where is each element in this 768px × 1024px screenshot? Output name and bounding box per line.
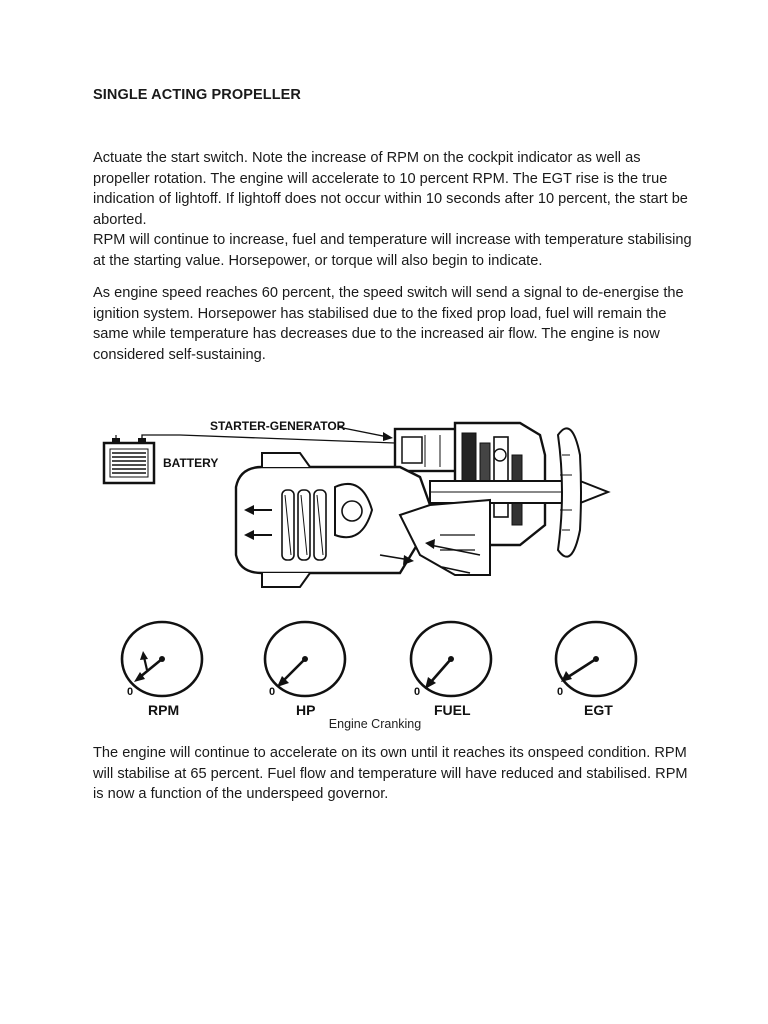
engine-diagram bbox=[0, 395, 768, 735]
figure-caption: Engine Cranking bbox=[328, 717, 422, 731]
battery-icon bbox=[104, 438, 154, 483]
starter-generator-label: STARTER-GENERATOR bbox=[210, 419, 346, 433]
hp-gauge-label: HP bbox=[296, 702, 316, 718]
paragraph-self-sustaining: As engine speed reaches 60 percent, the speed switch will send a signal to de-energise the ignition system. Horsepower has stabilised due to the fixed prop load, fuel will remain the same while temperature has decreases due to the increased air flow. The engine is now considered self-sustaining. bbox=[93, 285, 684, 363]
rpm-gauge-zero: 0 bbox=[127, 686, 134, 698]
egt-gauge-zero: 0 bbox=[557, 686, 564, 698]
egt-gauge bbox=[556, 622, 636, 718]
fuel-gauge-label: FUEL bbox=[434, 702, 471, 718]
fuel-gauge bbox=[411, 622, 491, 718]
rpm-gauge bbox=[122, 622, 202, 718]
fuel-gauge-zero: 0 bbox=[414, 686, 421, 698]
hp-gauge-zero: 0 bbox=[269, 686, 276, 698]
paragraph-start-switch: Actuate the start switch. Note the increase of RPM on the cockpit indicator as well as propeller rotation. The engine will accelerate to 10 percent RPM. The EGT rise is the true indication of lightoff. If lightoff does not occur within 10 seconds after 10 percent, the start be aborted. bbox=[93, 150, 688, 228]
rpm-gauge-label: RPM bbox=[148, 702, 180, 718]
hp-gauge bbox=[265, 622, 345, 718]
paragraph-onspeed: The engine will continue to accelerate on its own until it reaches its onspeed condition. RPM will stabilise at 65 percent. Fuel flow and temperature will have reduced and stabilised. RPM is now a function of the underspeed governor. bbox=[93, 745, 688, 803]
page-title: SINGLE ACTING PROPELLER bbox=[93, 87, 301, 103]
engine-cranking-figure bbox=[0, 395, 768, 735]
battery-label: BATTERY bbox=[163, 456, 219, 470]
egt-gauge-label: EGT bbox=[584, 702, 613, 718]
paragraph-rpm-increase: RPM will continue to increase, fuel and temperature will increase with temperature stabilising at the starting value. Horsepower, or torque will also begin to indicate. bbox=[93, 232, 692, 269]
turboprop-engine-illustration bbox=[236, 423, 608, 587]
